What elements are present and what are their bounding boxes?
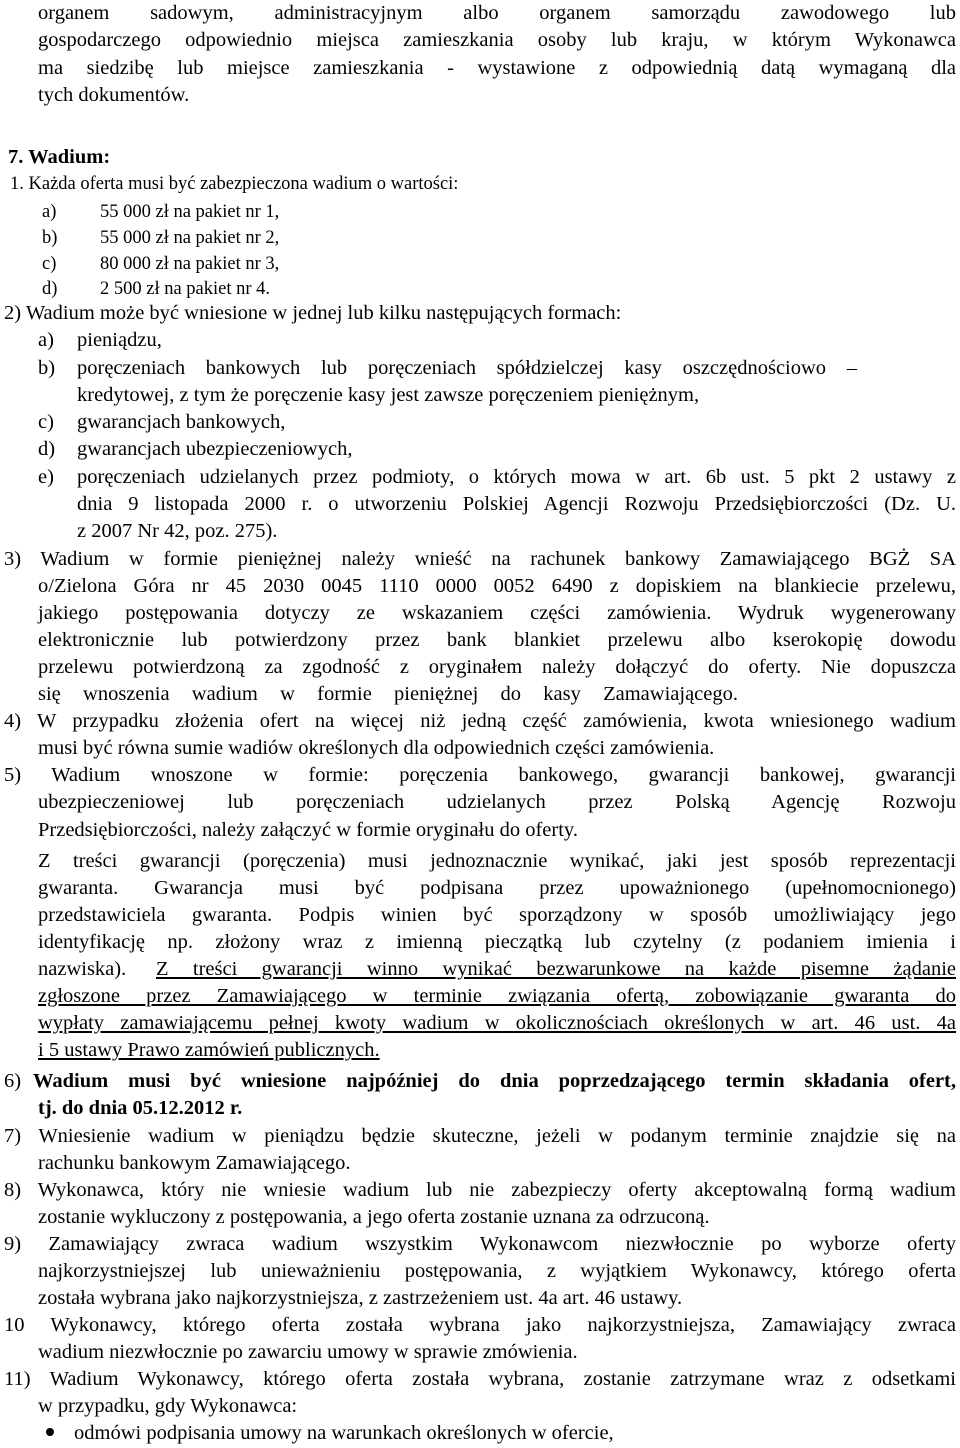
p6-bold-line: Wadium musi być wniesione najpóźniej do dnia poprzedzającego termin składania ofert, (33, 1070, 956, 1092)
p3-line: jakiego postępowania dotyczy ze wskazaniem części zamówienia. Wydruk wygenerowany (38, 602, 956, 624)
p4-line: 4) W przypadku złożenia ofert na więcej niż jedną część zamówienia, kwota wniesionego wadium (4, 710, 956, 732)
p8-line: 8) Wykonawca, który nie wniesie wadium lub nie zabezpieczy oferty akceptowalną formą wadium (4, 1179, 956, 1201)
p4-line: musi być równa sumie wadiów określonych dla odpowiednich części zamówienia. (38, 737, 715, 759)
p2-marker: c) (38, 411, 54, 433)
p3-line: 3) Wadium w formie pieniężnej należy wnieść na rachunek bankowy Zamawiającego BGŻ SA (4, 548, 956, 570)
p7-line: rachunku bankowym Zamawiającego. (38, 1152, 351, 1174)
p2-item: pieniądzu, (77, 329, 162, 351)
p3-line: o/Zielona Góra nr 45 2030 0045 1110 0000 0052 6490 z dopiskiem na blankiecie przelewu, (38, 575, 956, 597)
p10-line: wadium niezwłocznie po zawarciu umowy w sprawie zmówienia. (38, 1341, 578, 1363)
p2-item-cont: z 2007 Nr 42, poz. 275). (77, 520, 278, 542)
p2-item: gwarancjach bankowych, (77, 411, 286, 433)
p6-bold-line: tj. do dnia 05.12.2012 r. (38, 1097, 243, 1119)
p3-line: przelewu potwierdzoną za zgodność z oryginałem należy dołączyć do oferty. Nie dopuszcza (38, 656, 956, 678)
p2-item: poręczeniach udzielanych przez podmioty, o których mowa w art. 6b ust. 5 pkt 2 ustawy z (77, 466, 956, 488)
p2-item-cont: kredytowej, z tym że poręczenie kasy jest zawsze poręczeniem pieniężnym, (77, 384, 700, 406)
intro-line: organem sadowym, administracyjnym albo organem samorządu zawodowego lub (38, 2, 956, 24)
p5-line: 5) Wadium wnoszone w formie: poręczenia bankowego, gwarancji bankowej, gwarancji (4, 764, 956, 786)
p6-marker: 6) (4, 1070, 22, 1092)
intro-line: gospodarczego odpowiednio miejsca zamieszkania osoby lub kraju, w którym Wykonawca (38, 29, 956, 51)
p1-lead: 1. Każda oferta musi być zabezpieczona wadium o wartości: (10, 174, 459, 194)
p5-underlined-line: wypłaty zamawiającemu pełnej kwoty wadium w okolicznościach określonych w art. 46 ust. 4a (38, 1012, 956, 1034)
p1-item-marker: d) (42, 279, 58, 299)
p2-item: gwarancjach ubezpieczeniowych, (77, 438, 353, 460)
intro-line: tych dokumentów. (38, 84, 190, 106)
p11-bullet-item: odmówi podpisania umowy na warunkach określonych w ofercie, (74, 1422, 614, 1444)
p2-item: poręczeniach bankowych lub poręczeniach spółdzielczej kasy oszczędnościowo – (77, 357, 857, 379)
p2-marker: b) (38, 357, 56, 379)
p9-line: najkorzystniejszej lub unieważnieniu postępowania, z wyjątkiem Wykonawcy, którego oferta (38, 1260, 956, 1282)
p2-lead: 2) Wadium może być wniesione w jednej lub kilku następujących formach: (4, 302, 622, 324)
p1-item-marker: c) (42, 254, 57, 274)
p1-item-text: 55 000 zł na pakiet nr 2, (100, 228, 280, 248)
p5-line: przedstawiciela gwaranta. Podpis winien być sporządzony w sposób umożliwiający jego (38, 904, 956, 926)
p11-line: w przypadku, gdy Wykonawca: (38, 1395, 298, 1417)
p3-line: elektronicznie lub potwierdzony przez bank blankiet przelewu albo kserokopię dowodu (38, 629, 956, 651)
section-heading: 7. Wadium: (8, 146, 111, 168)
p5-underlined-line: Z treści gwarancji winno wynikać bezwarunkowe na każde pisemne żądanie (156, 958, 956, 980)
p1-item-text: 55 000 zł na pakiet nr 1, (100, 202, 280, 222)
p5-line: Przedsiębiorczości, należy załączyć w formie oryginału do oferty. (38, 819, 578, 841)
p5-line: nazwiska). (38, 958, 127, 980)
p9-line: 9) Zamawiający zwraca wadium wszystkim Wykonawcom niezwłocznie po wyborze oferty (4, 1233, 956, 1255)
p2-marker: e) (38, 466, 54, 488)
p1-item-text: 80 000 zł na pakiet nr 3, (100, 254, 280, 274)
intro-line: ma siedzibę lub miejsce zamieszkania - wystawione z odpowiednią datą wymaganą dla (38, 57, 956, 79)
bullet-point (46, 1428, 54, 1436)
p1-item-marker: a) (42, 202, 57, 222)
p5-line: Z treści gwarancji (poręczenia) musi jednoznacznie wynikać, jaki jest sposób reprezentacji (38, 850, 956, 872)
p10-line: 10 Wykonawcy, którego oferta została wybrana jako najkorzystniejsza, Zamawiający zwraca (4, 1314, 956, 1336)
p11-line: 11) Wadium Wykonawcy, którego oferta została wybrana, zostanie zatrzymane wraz z odsetkami (4, 1368, 956, 1390)
p5-line: ubezpieczeniowej lub poręczeniach udzielanych przez Polską Agencję Rozwoju (38, 791, 956, 813)
p7-line: 7) Wniesienie wadium w pieniądzu będzie skuteczne, jeżeli w podanym terminie znajdzie się na (4, 1125, 956, 1147)
p5-line: gwaranta. Gwarancja musi być podpisana przez upoważnionego (upełnomocnionego) (38, 877, 956, 899)
p8-line: zostanie wykluczony z postępowania, a jego oferta zostanie uznana za odrzuconą. (38, 1206, 710, 1228)
p9-line: została wybrana jako najkorzystniejsza, z zastrzeżeniem ust. 4a art. 46 ustawy. (38, 1287, 683, 1309)
p1-item-text: 2 500 zł na pakiet nr 4. (100, 279, 271, 299)
p2-marker: a) (38, 329, 54, 351)
p3-line: się wnoszenia wadium w formie pieniężnej do kasy Zamawiającego. (38, 683, 738, 705)
p1-item-marker: b) (42, 228, 58, 248)
p2-marker: d) (38, 438, 56, 460)
p5-underlined-line: i 5 ustawy Prawo zamówień publicznych. (38, 1039, 380, 1061)
p2-item-cont: dnia 9 listopada 2000 r. o utworzeniu Polskiej Agencji Rozwoju Przedsiębiorczości (Dz. U. (77, 493, 956, 515)
p5-line: identyfikację np. złożony wraz z imienną pieczątką lub czytelny (z podaniem imienia i (38, 931, 956, 953)
p5-underlined-line: zgłoszone przez Zamawiającego w terminie związania ofertą, zobowiązanie gwaranta do (38, 985, 956, 1007)
